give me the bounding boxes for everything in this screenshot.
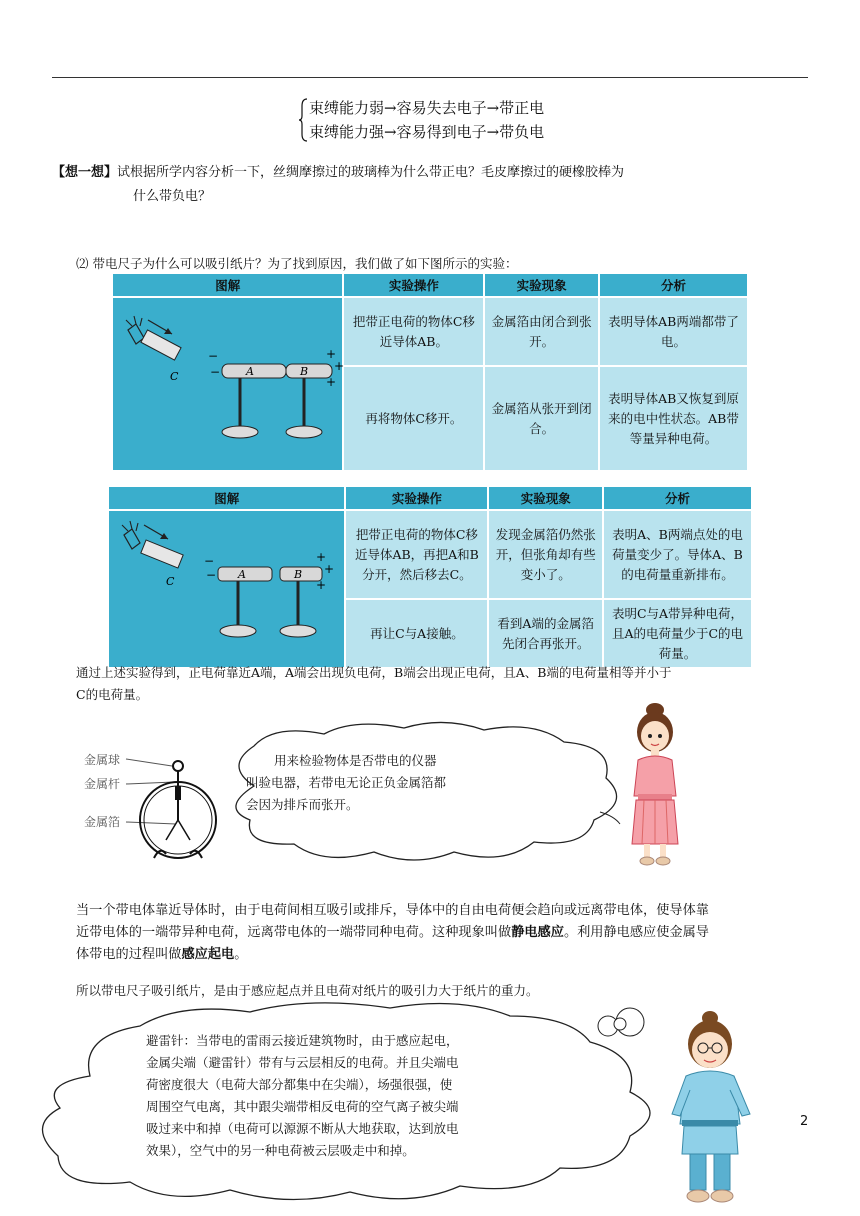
table2-phen-1: 发现金属箔仍然张开，但张角却有些变小了。 [489,511,602,598]
induction-line-3b: 。 [234,947,248,962]
page-number: 2 [800,1114,809,1129]
think-text-2: 什么带负电？ [133,189,212,204]
cloud1-line-3: 会因为排斥而张开。 [246,797,359,812]
header-diagram: 图解 [113,274,342,296]
label-a: A [237,568,246,581]
table1-phen-1: 金属箔由闭合到张开。 [485,298,598,365]
minus-sign: − [203,554,214,568]
label-metal-foil: 金属箔 [84,815,121,829]
header-analysis: 分析 [600,274,747,296]
minus-sign: − [209,365,220,379]
table1-ana-2: 表明导体AB又恢复到原来的电中性状态。AB带等量异种电荷。 [600,367,747,470]
induction-apparatus-figure [114,298,342,464]
label-c: C [165,575,175,588]
plus-sign: + [325,347,336,361]
cloud2-line-5: 吸过来中和掉（电荷可以源源不断从大地获取，达到放电 [146,1121,459,1136]
brace-line-1: 束缚能力弱→容易失去电子→带正电 [309,99,545,117]
brace-icon [298,98,308,142]
header-analysis: 分析 [604,487,751,509]
think-text-1: 试根据所学内容分析一下，丝绸摩擦过的玻璃棒为什么带正电？毛皮摩擦过的硬橡胶棒为 [117,165,625,180]
cloud2-line-3: 荷密度很大（电荷大部分都集中在尖端），场强很强，使 [146,1077,453,1092]
experiment-figure-1 [113,298,342,470]
table1-phen-2: 金属箔从张开到闭合。 [485,367,598,470]
conclusion-line-1: 通过上述实验得到，正电荷靠近A端，A端会出现负电荷，B端会出现正电荷，且A、B端的电荷量相等并小于 [76,665,672,680]
cloud2-text [146,1030,566,1162]
table1-ana-1: 表明导体AB两端都带了电。 [600,298,747,365]
induction-line-2: 近带电体的一端带异种电荷，远离带电体的一端带同种电荷。这种现象叫做 [76,925,512,940]
label-metal-ball: 金属球 [84,753,121,767]
cloud2-line-4: 周围空气电离，其中跟尖端带相反电荷的空气离子被尖端 [146,1099,459,1114]
experiment-table-1 [111,272,749,472]
think-block [52,162,772,184]
term-induction-charging: 感应起电 [181,947,235,962]
label-b: B [299,365,308,378]
label-metal-rod: 金属杆 [84,777,121,791]
cloud2-line-6: 效果），空气中的另一种电荷被云层吸走中和掉。 [146,1143,415,1158]
electroscope-figure [84,742,224,866]
table2-op-1: 把带正电荷的物体C移近导体AB，再把A和B分开，然后移去C。 [346,511,487,598]
induction-line-1: 当一个带电体靠近导体时，由于电荷间相互吸引或排斥，导体中的自由电荷便会趋向或远离带电体，使导体靠 [76,903,709,918]
induction-paragraph [76,900,816,966]
header-operation: 实验操作 [344,274,483,296]
table2-phen-2: 看到A端的金属箔先闭合再张开。 [489,600,602,667]
minus-sign: − [207,349,218,363]
experiment-table-2 [107,485,753,669]
header-phenomenon: 实验现象 [489,487,602,509]
brace-block [298,96,544,144]
induction-line-2b: 。利用静电感应使金属导 [563,925,709,940]
experiment-figure-2 [109,511,344,667]
girl-character-illustration [620,700,690,870]
label-a: A [245,365,254,378]
header-operation: 实验操作 [346,487,487,509]
ruler-conclusion: 所以带电尺子吸引纸片，是由于感应起点并且电荷对纸片的吸引力大于纸片的重力。 [76,983,539,998]
label-b: B [293,568,302,581]
header-rule [52,77,808,78]
plus-sign: + [315,550,326,564]
plus-sign: + [325,375,336,389]
cloud2-line-1: 避雷针：当带电的雷雨云接近建筑物时，由于感应起电， [146,1033,459,1048]
table2-ana-1: 表明A、B两端点处的电荷量变少了。导体A、B的电荷量重新排布。 [604,511,751,598]
table1-op-1: 把带正电荷的物体C移近导体AB。 [344,298,483,365]
cloud1-line-1: 用来检验物体是否带电的仪器 [274,753,437,768]
plus-sign: + [323,562,334,576]
induction-line-3: 体带电的过程叫做 [76,947,182,962]
boy-character-illustration [660,1004,770,1214]
header-phenomenon: 实验现象 [485,274,598,296]
minus-sign: − [205,568,216,582]
table1-op-2: 再将物体C移开。 [344,367,483,470]
section2-intro: ⑵ 带电尺子为什么可以吸引纸片？为了找到原因，我们做了如下图所示的实验： [76,256,518,271]
table2-op-2: 再让C与A接触。 [346,600,487,667]
term-electrostatic-induction: 静电感应 [511,925,564,940]
cloud2-line-2: 金属尖端（避雷针）带有与云层相反的电荷。并且尖端电 [146,1055,459,1070]
cloud1-line-2: 叫验电器，若带电无论正负金属箔都 [246,775,447,790]
cloud1-text [246,750,516,816]
plus-sign: + [315,578,326,592]
plus-sign: + [333,359,344,373]
label-c: C [169,370,179,383]
separation-apparatus-figure [110,511,344,661]
think-label: 【想一想】 [52,165,118,180]
header-diagram: 图解 [109,487,344,509]
table2-ana-2: 表明C与A带异种电荷，且A的电荷量少于C的电荷量。 [604,600,751,667]
conclusion-line-2: C的电荷量。 [76,687,149,702]
brace-line-2: 束缚能力强→容易得到电子→带负电 [309,123,545,141]
